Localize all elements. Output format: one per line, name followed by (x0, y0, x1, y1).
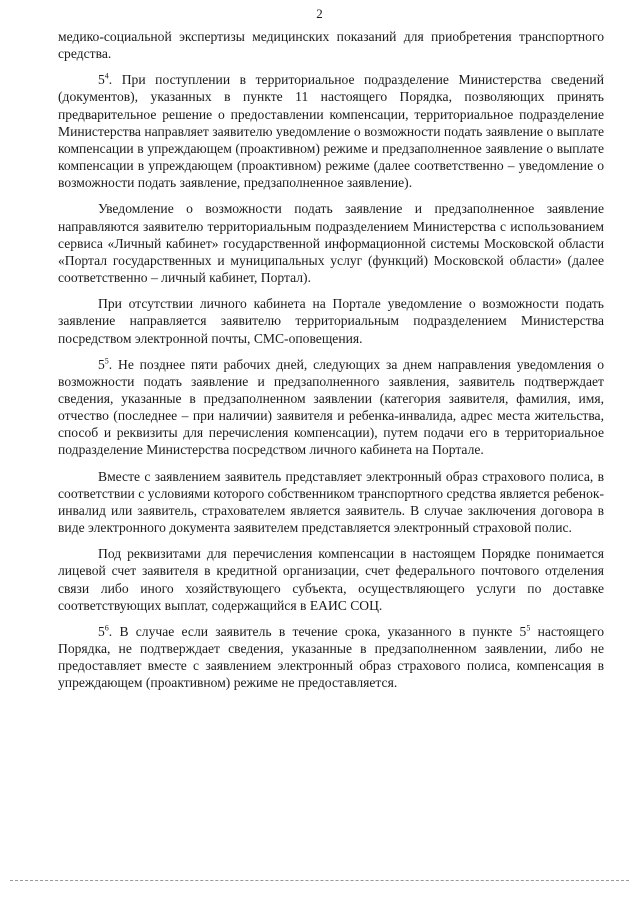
page-number: 2 (316, 6, 323, 21)
paragraph-text: 5 (98, 623, 105, 639)
paragraph-text: . В случае если заявитель в течение срока, указанного в пункте 5 (108, 623, 527, 639)
superscript: 5 (526, 623, 531, 633)
paragraph (58, 545, 604, 614)
superscript: 6 (104, 623, 109, 633)
paragraph (58, 623, 604, 692)
superscript: 4 (104, 71, 109, 81)
paragraph-text: 5 (98, 356, 105, 372)
paragraph (58, 468, 604, 537)
footer-divider (10, 880, 629, 881)
paragraph-text: Вместе с заявлением заявитель представляет электронный образ страхового полиса, в соответствии с условиями которого собственником транспортного средства является ребенок-инвалид или заявитель, страхователем является заявитель. В случае заключения договора в виде электронного документа заявителем представляется электронный страховой полис. (58, 468, 604, 536)
paragraph (58, 71, 604, 191)
paragraph-text: . При поступлении в территориальное подразделение Министерства сведений (документов), указанных в пункте 11 настоящего Порядка, позволяющих принять предварительное решение о предоставлении компенсации, территориальное подразделение Министерства направляет заявителю уведомление о возможности подать заявление о выплате компенсации в упреждающем (проактивном) режиме и предзаполненное заявление о выплате компенсации в упреждающем (проактивном) режиме (далее соответственно – уведомление о возможности подать заявление, предзаполненное заявление). (58, 72, 604, 191)
superscript: 5 (104, 356, 109, 366)
document-body (58, 28, 604, 700)
paragraph (58, 295, 604, 346)
paragraph-text: медико-социальной экспертизы медицинских показаний для приобретения транспортного средства. (58, 29, 604, 62)
paragraph-text: Уведомление о возможности подать заявление и предзаполненное заявление направляются заявителю территориальным подразделением Министерства с использованием сервиса «Личный кабинет» государственной информационной системы Московской области «Портал государственных и муниципальных услуг (функций) Московской области» (далее соответственно – личный кабинет, Портал). (58, 201, 604, 286)
paragraph (58, 356, 604, 459)
paragraph (58, 28, 604, 62)
paragraph-text: настоящего Порядка, не подтверждает сведения, указанные в предзаполненном заявлении, либо не предоставляет вместе с заявлением электронный образ страхового полиса, компенсация в упреждающем (проактивном) режиме не предоставляется. (58, 623, 604, 691)
paragraph-text: При отсутствии личного кабинета на Портале уведомление о возможности подать заявление направляется заявителю территориальным подразделением Министерства посредством электронной почты, СМС-оповещения. (58, 296, 604, 346)
paragraph-text: Под реквизитами для перечисления компенсации в настоящем Порядке понимается лицевой счет заявителя в кредитной организации, счет федерального почтового отделения связи либо иного хозяйствующего субъекта, осуществляющего услуги по доставке соответствующих выплат, содержащийся в ЕАИС СОЦ. (58, 546, 604, 613)
paragraph-text: 5 (98, 72, 105, 88)
paragraph-text: . Не позднее пяти рабочих дней, следующих за днем направления уведомления о возможности подать заявление и предзаполненного заявления, заявитель подтверждает сведения, указанные в предзаполненном заявлении (категория заявителя, фамилия, имя, отчество (последнее – при наличии) заявителя и ребенка-инвалида, адрес места жительства, способ и реквизиты для перечисления компенсации), путем подачи его в территориальное подразделение Министерства посредством личного кабинета на Портале. (58, 356, 604, 458)
paragraph (58, 200, 604, 286)
